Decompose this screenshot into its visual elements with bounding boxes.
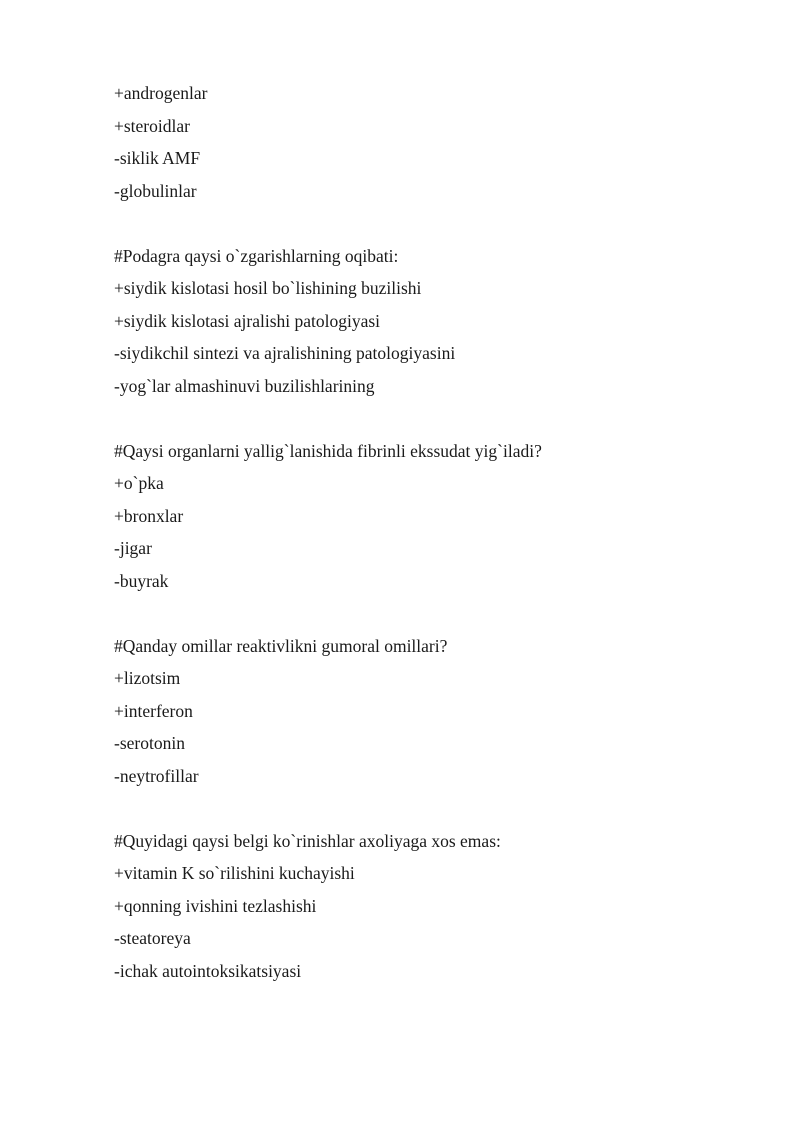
question-text: #Podagra qaysi o`zgarishlarning oqibati: bbox=[114, 245, 399, 266]
question-text: #Qanday omillar reaktivlikni gumoral omillari? bbox=[114, 635, 448, 656]
answer-option: -yog`lar almashinuvi buzilishlarining bbox=[114, 375, 375, 396]
answer-option: -serotonin bbox=[114, 733, 185, 753]
answer-option: -neytrofillar bbox=[114, 765, 199, 786]
document-body bbox=[114, 77, 754, 1020]
answer-option: +vitamin K so`rilishini kuchayishi bbox=[114, 863, 355, 883]
answer-option: -ichak autointoksikatsiyasi bbox=[114, 960, 302, 981]
question-block bbox=[114, 630, 754, 793]
answer-option: -siydikchil sintezi va ajralishining patologiyasini bbox=[114, 343, 456, 363]
answer-option: +qonning ivishini tezlashishi bbox=[114, 895, 317, 916]
question-block bbox=[114, 435, 754, 598]
question-text: #Qaysi organlarni yallig`lanishida fibrinli ekssudat yig`iladi? bbox=[114, 440, 542, 461]
question-block bbox=[114, 825, 754, 988]
answer-option: +siydik kislotasi hosil bo`lishining buzilishi bbox=[114, 278, 422, 298]
answer-option: +lizotsim bbox=[114, 668, 181, 688]
answer-option: -steatoreya bbox=[114, 928, 191, 948]
question-block-continued bbox=[114, 77, 754, 207]
answer-option: +o`pka bbox=[114, 473, 164, 493]
question-block bbox=[114, 240, 754, 403]
answer-option: +androgenlar bbox=[114, 83, 208, 103]
answer-option: -globulinlar bbox=[114, 180, 197, 201]
answer-option: +steroidlar bbox=[114, 115, 190, 136]
question-text: #Quyidagi qaysi belgi ko`rinishlar axoliyaga xos emas: bbox=[114, 830, 501, 851]
answer-option: +siydik kislotasi ajralishi patologiyasi bbox=[114, 310, 381, 331]
answer-option: -jigar bbox=[114, 538, 152, 558]
answer-option: -siklik AMF bbox=[114, 148, 201, 168]
answer-option: +interferon bbox=[114, 700, 193, 721]
answer-option: -buyrak bbox=[114, 570, 169, 591]
answer-option: +bronxlar bbox=[114, 505, 184, 526]
